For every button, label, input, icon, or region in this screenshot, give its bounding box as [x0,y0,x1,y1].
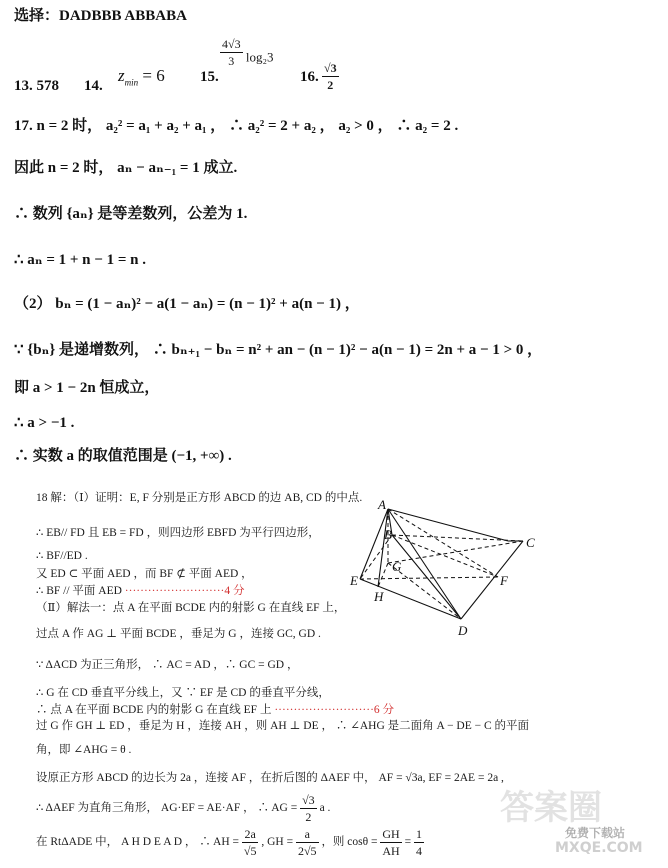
q18-line-14-b: a . [319,802,331,815]
q18-line-15-c: ，则 cosθ = [321,836,378,849]
q18-cos-num: GH [382,827,400,841]
answer-15-label: 15. [200,69,219,85]
q17-line-9: ∴ 实数 a 的取值范围是 (−1, +∞) . [14,448,232,464]
q18-result-num: 1 [415,827,422,841]
q17-line-8: ∴ a > −1 . [14,415,75,431]
q18-ah-frac [242,826,259,859]
answer-14-sub: min [124,77,139,88]
edge-ef [360,577,498,579]
q18-line-3: ∴ BF//ED . [36,550,88,562]
label-g: G [392,559,402,574]
answer-14-var: z [118,66,125,85]
label-b: B [384,527,392,542]
answer-14-z [118,66,165,92]
edge-bf [392,535,498,577]
q17-line-7: 即 a > 1 − 2n 恒成立， [14,380,160,396]
geometry-figure [348,495,548,645]
answer-16-label: 16. [300,69,319,85]
q18-cos-den: AH [382,844,400,858]
edge-gc [388,541,523,563]
q18-line-15-d: = [404,836,412,849]
label-e: E [350,573,358,588]
q18-line-14 [36,792,330,825]
q17-line-6: ∵ {bₙ} 是递增数列， ∴ bₙ₊₁ − bₙ = n² + an − (n − 1)² − a(n − 1) = 2n + a − 1 > 0 ， [14,342,543,358]
q18-line-1: 18 解：（Ⅰ）证明：E, F 分别是正方形 ABCD 的边 AB, CD 的中点. [36,492,363,504]
q18-result-den: 4 [415,844,422,858]
q18-result-frac [414,826,424,859]
q18-line-15-a: 在 RtΔADE 中， A H D E A D ， ∴ AH = [36,836,240,849]
choice-answers: 选择：DADBBB ABBABA [14,8,187,24]
answer-15-num: 4√3 [222,37,241,51]
q17-line-3: ∴ 数列 {aₙ} 是等差数列，公差为 1. [14,206,248,222]
q18-gh-num: a [296,826,319,843]
edge-dc [461,541,523,619]
q18-line-10 [36,702,394,718]
answer-16-num: √3 [324,61,337,75]
answer-15-frac [220,36,243,69]
q18-score-6: ··························6 分 [274,704,395,716]
q18-line-14-a: ∴ ΔAEF 为直角三角形， AG·EF = AE·AF ， ∴ AG = [36,802,298,815]
q18-line-15-b: , GH = [261,836,294,849]
q18-ah-num: 2a [242,826,259,843]
q18-line-8: ∵ ΔACD 为正三角形， ∴ AC = AD ，∴ GC = GD ， [36,659,299,671]
q18-line-2: ∴ EB// FD 且 EB = FD ，则四边形 EBFD 为平行四边形， [36,527,320,539]
label-d: D [458,623,468,638]
q18-line-7: 过点 A 作 AG ⊥ 平面 BCDE ，垂足为 G ，连接 GC, GD . [36,628,321,640]
label-f: F [500,573,508,588]
q18-ag-num: √3 [302,793,315,807]
q18-ag-frac [300,792,317,825]
q18-line-9: ∴ G 在 CD 垂直平分线上，又 ∵ EF 是 CD 的垂直平分线， [36,687,330,699]
answer-14-label: 14. [84,78,103,94]
q18-line-13: 设原正方形 ABCD 的边长为 2a ，连接 AF ，在折后图的 ΔAEF 中， AF = √3a, EF = 2AE = 2a , [36,772,504,784]
answer-16-frac [322,60,339,93]
q17-line-2: 因此 n = 2 时， aₙ − aₙ₋₁ = 1 成立. [14,160,238,176]
q18-cos-frac [380,826,401,859]
answer-15-den: 3 [228,54,235,68]
q18-ah-den: √5 [243,844,257,858]
q18-ag-den: 2 [305,810,312,824]
watermark-url: MXQE.COM [555,840,643,856]
q18-line-15 [36,826,424,859]
q17-line-4: ∴ aₙ = 1 + n − 1 = n . [14,252,146,268]
q18-line-5-text: ∴ BF // 平面 AED [36,585,122,597]
q18-line-10-text: ∴ 点 A 在平面 BCDE 内的射影 G 在直线 EF 上 [36,704,272,716]
q18-line-5 [36,583,245,599]
label-a: A [378,497,386,512]
q18-line-6: （Ⅱ）解法一：点 A 在平面 BCDE 内的射影 G 在直线 EF 上， [36,602,346,614]
answer-15-log: log₂3 [245,49,274,65]
answer-16-fraction [322,60,339,93]
watermark-logo: 答案圈 [500,788,602,828]
q17-line-5: （2） bₙ = (1 − aₙ)² − a(1 − aₙ) = (n − 1)² + a(n − 1) ， [14,296,360,312]
q18-score-4: ··························4 分 [124,585,245,597]
edge-af [388,509,498,577]
q18-line-12: 角，即 ∠AHG = θ . [36,744,132,756]
answer-16-den: 2 [327,78,334,92]
watermark-small: 免费下载站 [565,826,626,840]
answer-13: 13. 578 [14,78,59,94]
label-h: H [374,589,384,604]
answer-15-fraction [220,36,274,69]
q18-line-4: 又 ED ⊂ 平面 AED ，而 BF ⊄ 平面 AED ， [36,568,253,580]
q18-gh-frac [296,826,319,859]
answer-14-eq: = 6 [142,66,165,85]
q18-gh-den: 2√5 [297,844,317,858]
q18-line-11: 过 G 作 GH ⊥ ED ，垂足为 H ，连接 AH ，则 AH ⊥ DE ， ∴ ∠AHG 是二面角 A − DE − C 的平面 [36,720,530,732]
q17-line-1: 17. n = 2 时， a₂² = a₁ + a₂ + a₁ ， ∴ a₂² = 2 + a₂ ， a₂ > 0 ， ∴ a₂ = 2 . [14,118,459,134]
label-c: C [526,535,535,550]
